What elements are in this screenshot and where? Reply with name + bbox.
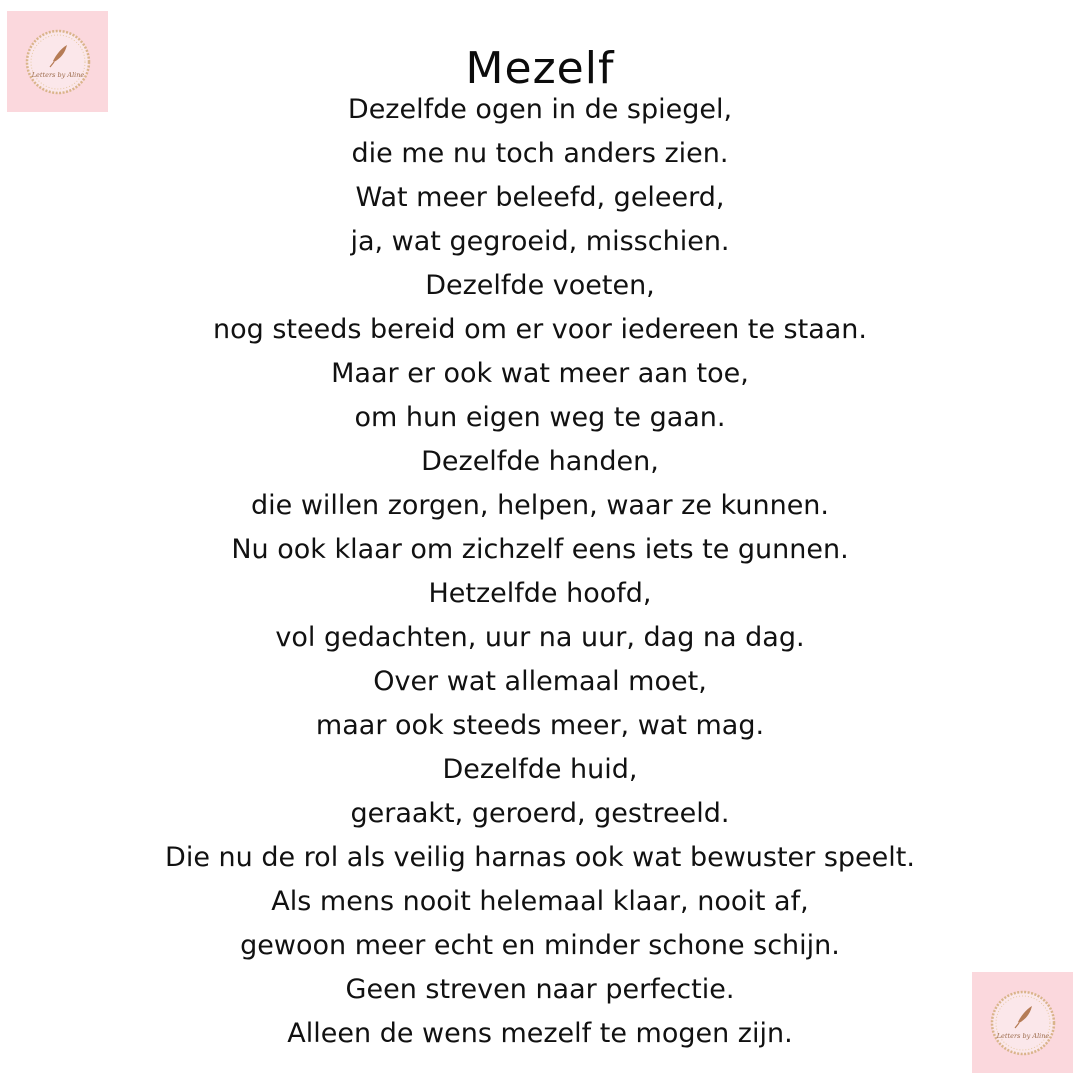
poem-line: Als mens nooit helemaal klaar, nooit af, [271, 886, 809, 917]
poem-line: vol gedachten, uur na uur, dag na dag. [275, 622, 805, 653]
poem-line: om hun eigen weg te gaan. [354, 402, 726, 433]
poem-line: Geen streven naar perfectie. [345, 974, 735, 1005]
poem-line: Over wat allemaal moet, [373, 666, 707, 697]
poem-line: Nu ook klaar om zichzelf eens iets te gunnen. [231, 534, 849, 565]
poem-body [0, 88, 1080, 1056]
poem-line: Dezelfde huid, [442, 754, 638, 785]
poem-line: Alleen de wens mezelf te mogen zijn. [287, 1018, 793, 1049]
poem-line: maar ook steeds meer, wat mag. [315, 710, 765, 741]
poem-line: Wat meer beleefd, geleerd, [355, 182, 725, 213]
svg-text:Letters by Aline: Letters by Aline [31, 70, 84, 79]
poem-title: Mezelf [465, 43, 615, 95]
poem-line: die me nu toch anders zien. [351, 138, 729, 169]
poem-line: Dezelfde handen, [421, 446, 659, 477]
poem-line: nog steeds bereid om er voor iedereen te staan. [212, 314, 867, 345]
poem-line: ja, wat gegroeid, misschien. [350, 226, 730, 257]
svg-text:Letters by Aline: Letters by Aline [996, 1031, 1049, 1040]
poem-line: die willen zorgen, helpen, waar ze kunnen. [251, 490, 829, 521]
poem-line: geraakt, geroerd, gestreeld. [350, 798, 730, 829]
poem-line: Die nu de rol als veilig harnas ook wat bewuster speelt. [165, 842, 915, 873]
poem-line: Dezelfde ogen in de spiegel, [347, 94, 733, 125]
poem-line: gewoon meer echt en minder schone schijn. [240, 930, 840, 961]
poem-line: Hetzelfde hoofd, [428, 578, 652, 609]
poem-line: Dezelfde voeten, [425, 270, 655, 301]
poem-line: Maar er ook wat meer aan toe, [331, 358, 749, 389]
